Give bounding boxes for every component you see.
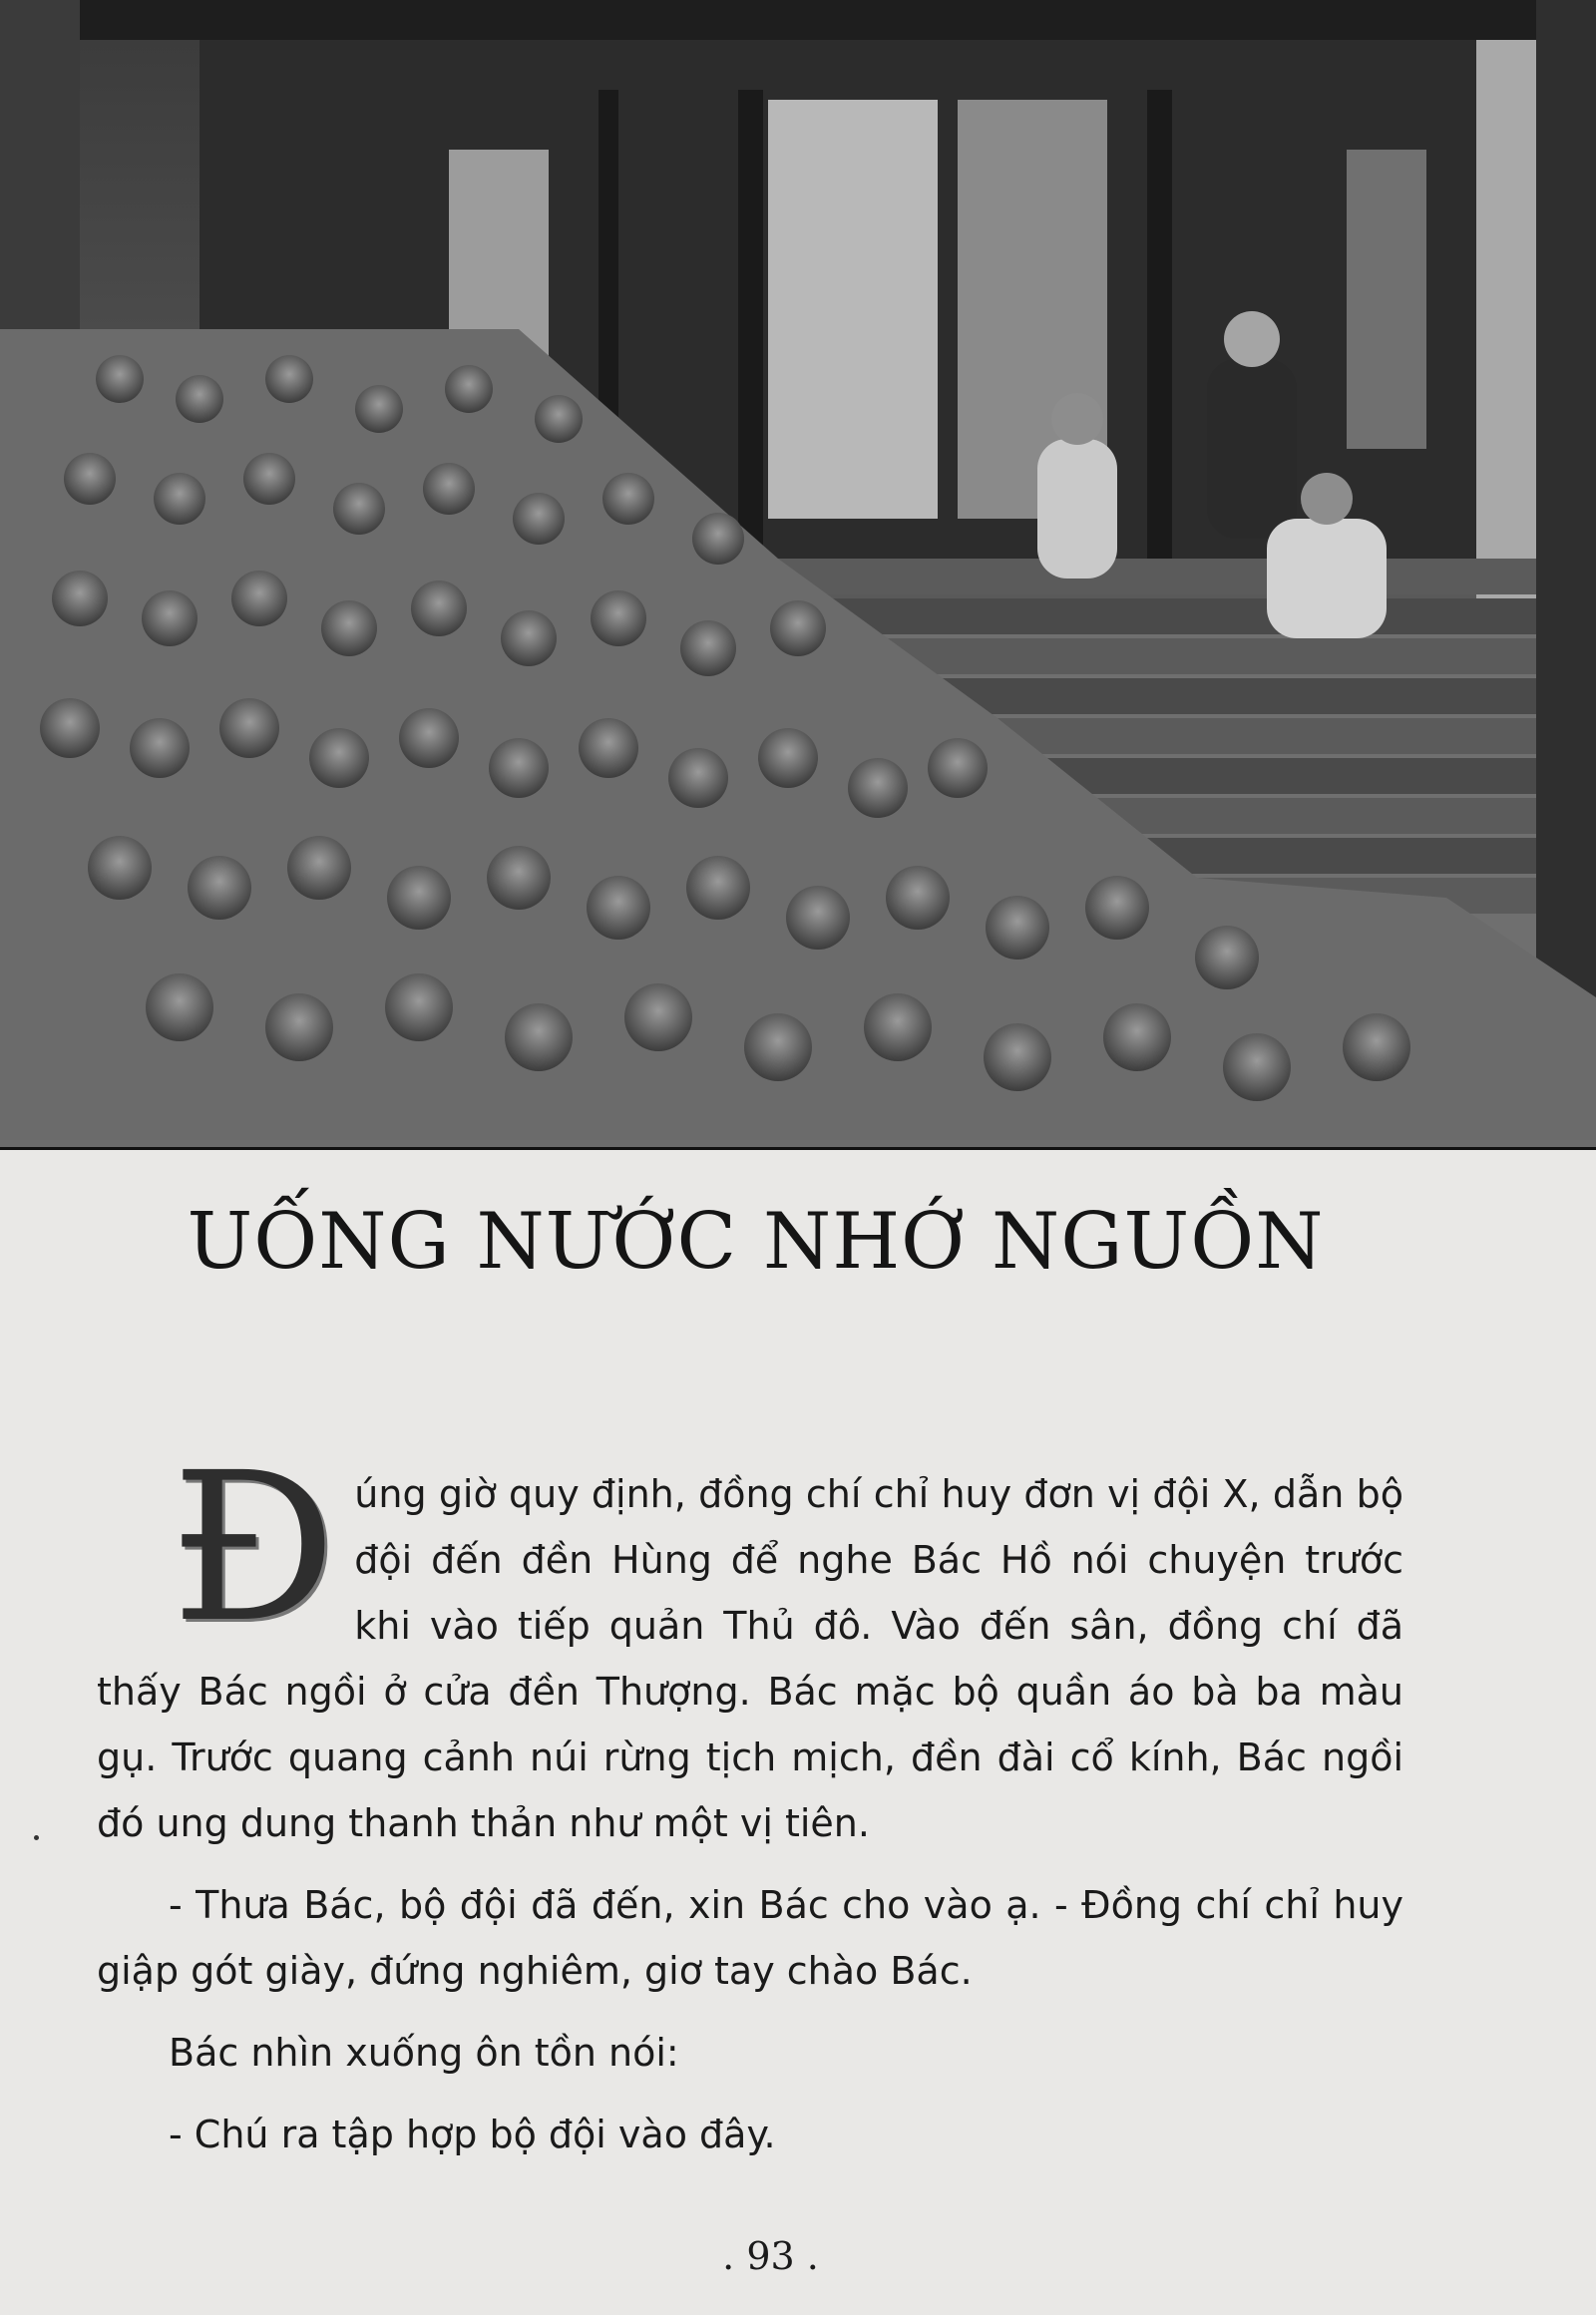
paragraph-1-text: úng giờ quy định, đồng chí chỉ huy đơn vị đội X, dẫn bộ đội đến đền Hùng để nghe Bác Hồ nói chuyện trước khi vào tiếp quản Thủ đô. Vào đến sân, đồng chí đã thấy Bác ngồi ở cửa đền Thượng. Bác mặc bộ quần áo bà ba màu gụ. Trước quang cảnh núi rừng tịch mịch, đền đài cổ kính, Bác ngồi đó ung dung thanh thản như một vị tiên. [97,1472,1403,1845]
page-title: UỐNG NƯỚC NHỚ NGUỒN [187,1197,1325,1287]
historical-photo [0,0,1596,1150]
paragraph-3: Bác nhìn xuống ôn tồn nói: [169,2031,679,2075]
drop-cap: Đ [171,1428,337,1668]
story-body [97,1428,1403,2183]
paragraph-1 [97,1428,1403,1856]
page-number: . 93 . [722,2234,819,2278]
paragraph-2: - Thưa Bác, bộ đội đã đến, xin Bác cho vào ạ. - Đồng chí chỉ huy giập gót giày, đứng nghiêm, giơ tay chào Bác. [97,1883,1403,1993]
photo-illustration-icon [0,0,1596,1147]
paragraph-4: - Chú ra tập hợp bộ đội vào đây. [169,2113,776,2156]
print-speck [34,1835,39,1840]
